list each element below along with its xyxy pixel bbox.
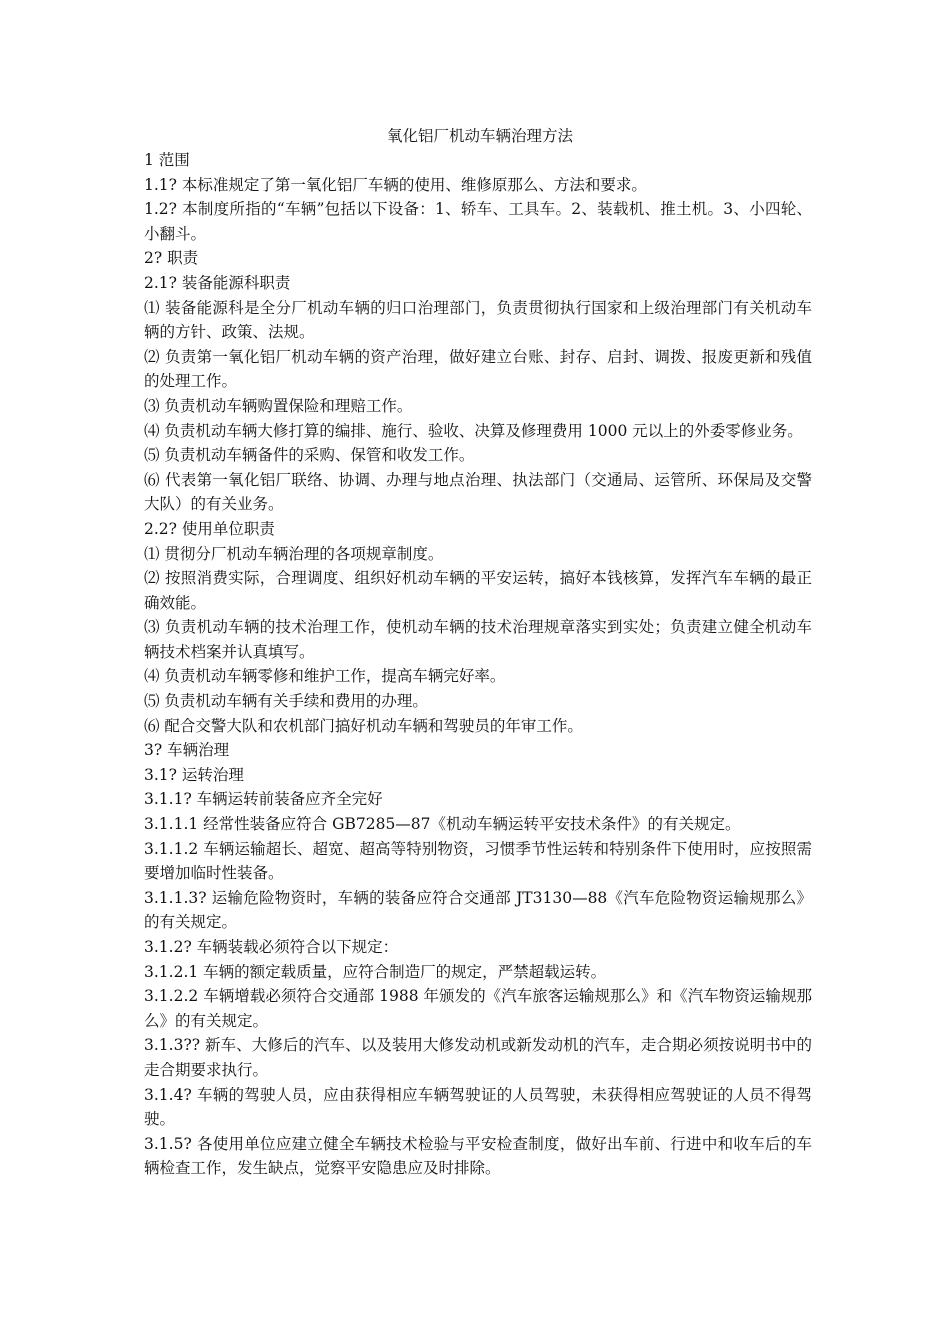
paragraph-3-1-1-2: 3.1.1.2 车辆运输超长、超宽、超高等特别物资，习惯季节性运转和特别条件下使用时，应按照需要增加临时性装备。 bbox=[144, 839, 812, 883]
paragraph-2-2-item-3: ⑶ 负责机动车辆的技术治理工作，使机动车辆的技术治理规章落实到实处；负责建立健全机动车辆技术档案并认真填写。 bbox=[144, 618, 812, 661]
paragraph-section-2-heading: 2? 职责 bbox=[144, 249, 199, 268]
paragraph-2-1-item-4: ⑷ 负责机动车辆大修打算的编排、施行、验收、决算及修理费用 1000 元以上的外委零修业务。 bbox=[144, 421, 803, 440]
paragraph-2-2-item-6: ⑹ 配合交警大队和农机部门搞好机动车辆和驾驶员的年审工作。 bbox=[144, 716, 583, 735]
paragraph-2-2-heading: 2.2? 使用单位职责 bbox=[144, 519, 275, 538]
document-title: 氧化铝厂机动车辆治理方法 bbox=[386, 127, 573, 145]
paragraph-2-2-item-5: ⑸ 负责机动车辆有关手续和费用的办理。 bbox=[144, 692, 428, 711]
paragraph-2-2-item-4: ⑷ 负责机动车辆零修和维护工作，提高车辆完好率。 bbox=[144, 667, 506, 686]
paragraph-3-1-2-2: 3.1.2.2 车辆增载必须符合交通部 1988 年颁发的《汽车旅客运输规那么》和《汽车物资运输规那么》的有关规定。 bbox=[144, 987, 812, 1030]
paragraph-3-1-2: 3.1.2? 车辆装载必须符合以下规定： bbox=[144, 938, 399, 956]
paragraph-3-1-2-1: 3.1.2.1 车辆的额定载质量，应符合制造厂的规定，严禁超载运转。 bbox=[144, 962, 607, 981]
paragraph-2-2-item-2: ⑵ 按照消费实际，合理调度、组织好机动车辆的平安运转，搞好本钱核算，发挥汽车车辆的最正确效能。 bbox=[144, 569, 812, 612]
paragraph-section-1-heading: 1 范围 bbox=[144, 151, 190, 169]
paragraph-3-1-3: 3.1.3?? 新车、大修后的汽车、以及装用大修发动机或新发动机的汽车，走合期必须按说明书中的走合期要求执行。 bbox=[144, 1036, 812, 1079]
paragraph-2-1-item-6: ⑹ 代表第一氧化铝厂联络、协调、办理与地点治理、执法部门（交通局、运管所、环保局及交警大队）的有关业务。 bbox=[144, 470, 812, 514]
paragraph-2-1-heading: 2.1? 装备能源科职责 bbox=[144, 273, 291, 292]
paragraph-2-1-item-2: ⑵ 负责第一氧化铝厂机动车辆的资产治理，做好建立台账、封存、启封、调拨、报废更新和残值的处理工作。 bbox=[144, 347, 812, 391]
paragraph-2-1-item-5: ⑸ 负责机动车辆备件的采购、保管和收发工作。 bbox=[144, 446, 475, 465]
paragraph-1-2: 1.2? 本制度所指的“车辆”包括以下设备：1、轿车、工具车。2、装载机、推土机。3、小四轮、小翻斗。 bbox=[144, 200, 812, 243]
paragraph-1-1: 1.1? 本标准规定了第一氧化铝厂车辆的使用、维修原那么、方法和要求。 bbox=[144, 175, 647, 194]
paragraph-3-1-4: 3.1.4? 车辆的驾驶人员，应由获得相应车辆驾驶证的人员驾驶，未获得相应驾驶证的人员不得驾驶。 bbox=[144, 1085, 812, 1129]
paragraph-2-1-item-1: ⑴ 装备能源科是全分厂机动车辆的归口治理部门，负责贯彻执行国家和上级治理部门有关机动车辆的方针、政策、法规。 bbox=[144, 298, 812, 342]
paragraph-section-3-heading: 3? 车辆治理 bbox=[144, 741, 230, 760]
paragraph-2-2-item-1: ⑴ 贯彻分厂机动车辆治理的各项规章制度。 bbox=[144, 544, 444, 563]
paragraph-2-1-item-3: ⑶ 负责机动车辆购置保险和理赔工作。 bbox=[144, 396, 413, 415]
paragraph-3-1-1-1: 3.1.1.1 经常性装备应符合 GB7285—87《机动车辆运转平安技术条件》的有关规定。 bbox=[144, 815, 741, 834]
paragraph-3-1-1: 3.1.1? 车辆运转前装备应齐全完好 bbox=[144, 790, 383, 809]
paragraph-3-1-5: 3.1.5? 各使用单位应建立健全车辆技术检验与平安检查制度，做好出车前、行进中和收车后的车辆检查工作，发生缺点，觉察平安隐患应及时排除。 bbox=[144, 1134, 812, 1178]
paragraph-3-1-1-3: 3.1.1.3? 运输危险物资时，车辆的装备应符合交通部 JT3130—88《汽车危险物资运输规那么》的有关规定。 bbox=[144, 888, 812, 932]
document-body bbox=[144, 148, 812, 1181]
paragraph-3-1-heading: 3.1? 运转治理 bbox=[144, 765, 244, 784]
document-page bbox=[144, 124, 812, 1181]
